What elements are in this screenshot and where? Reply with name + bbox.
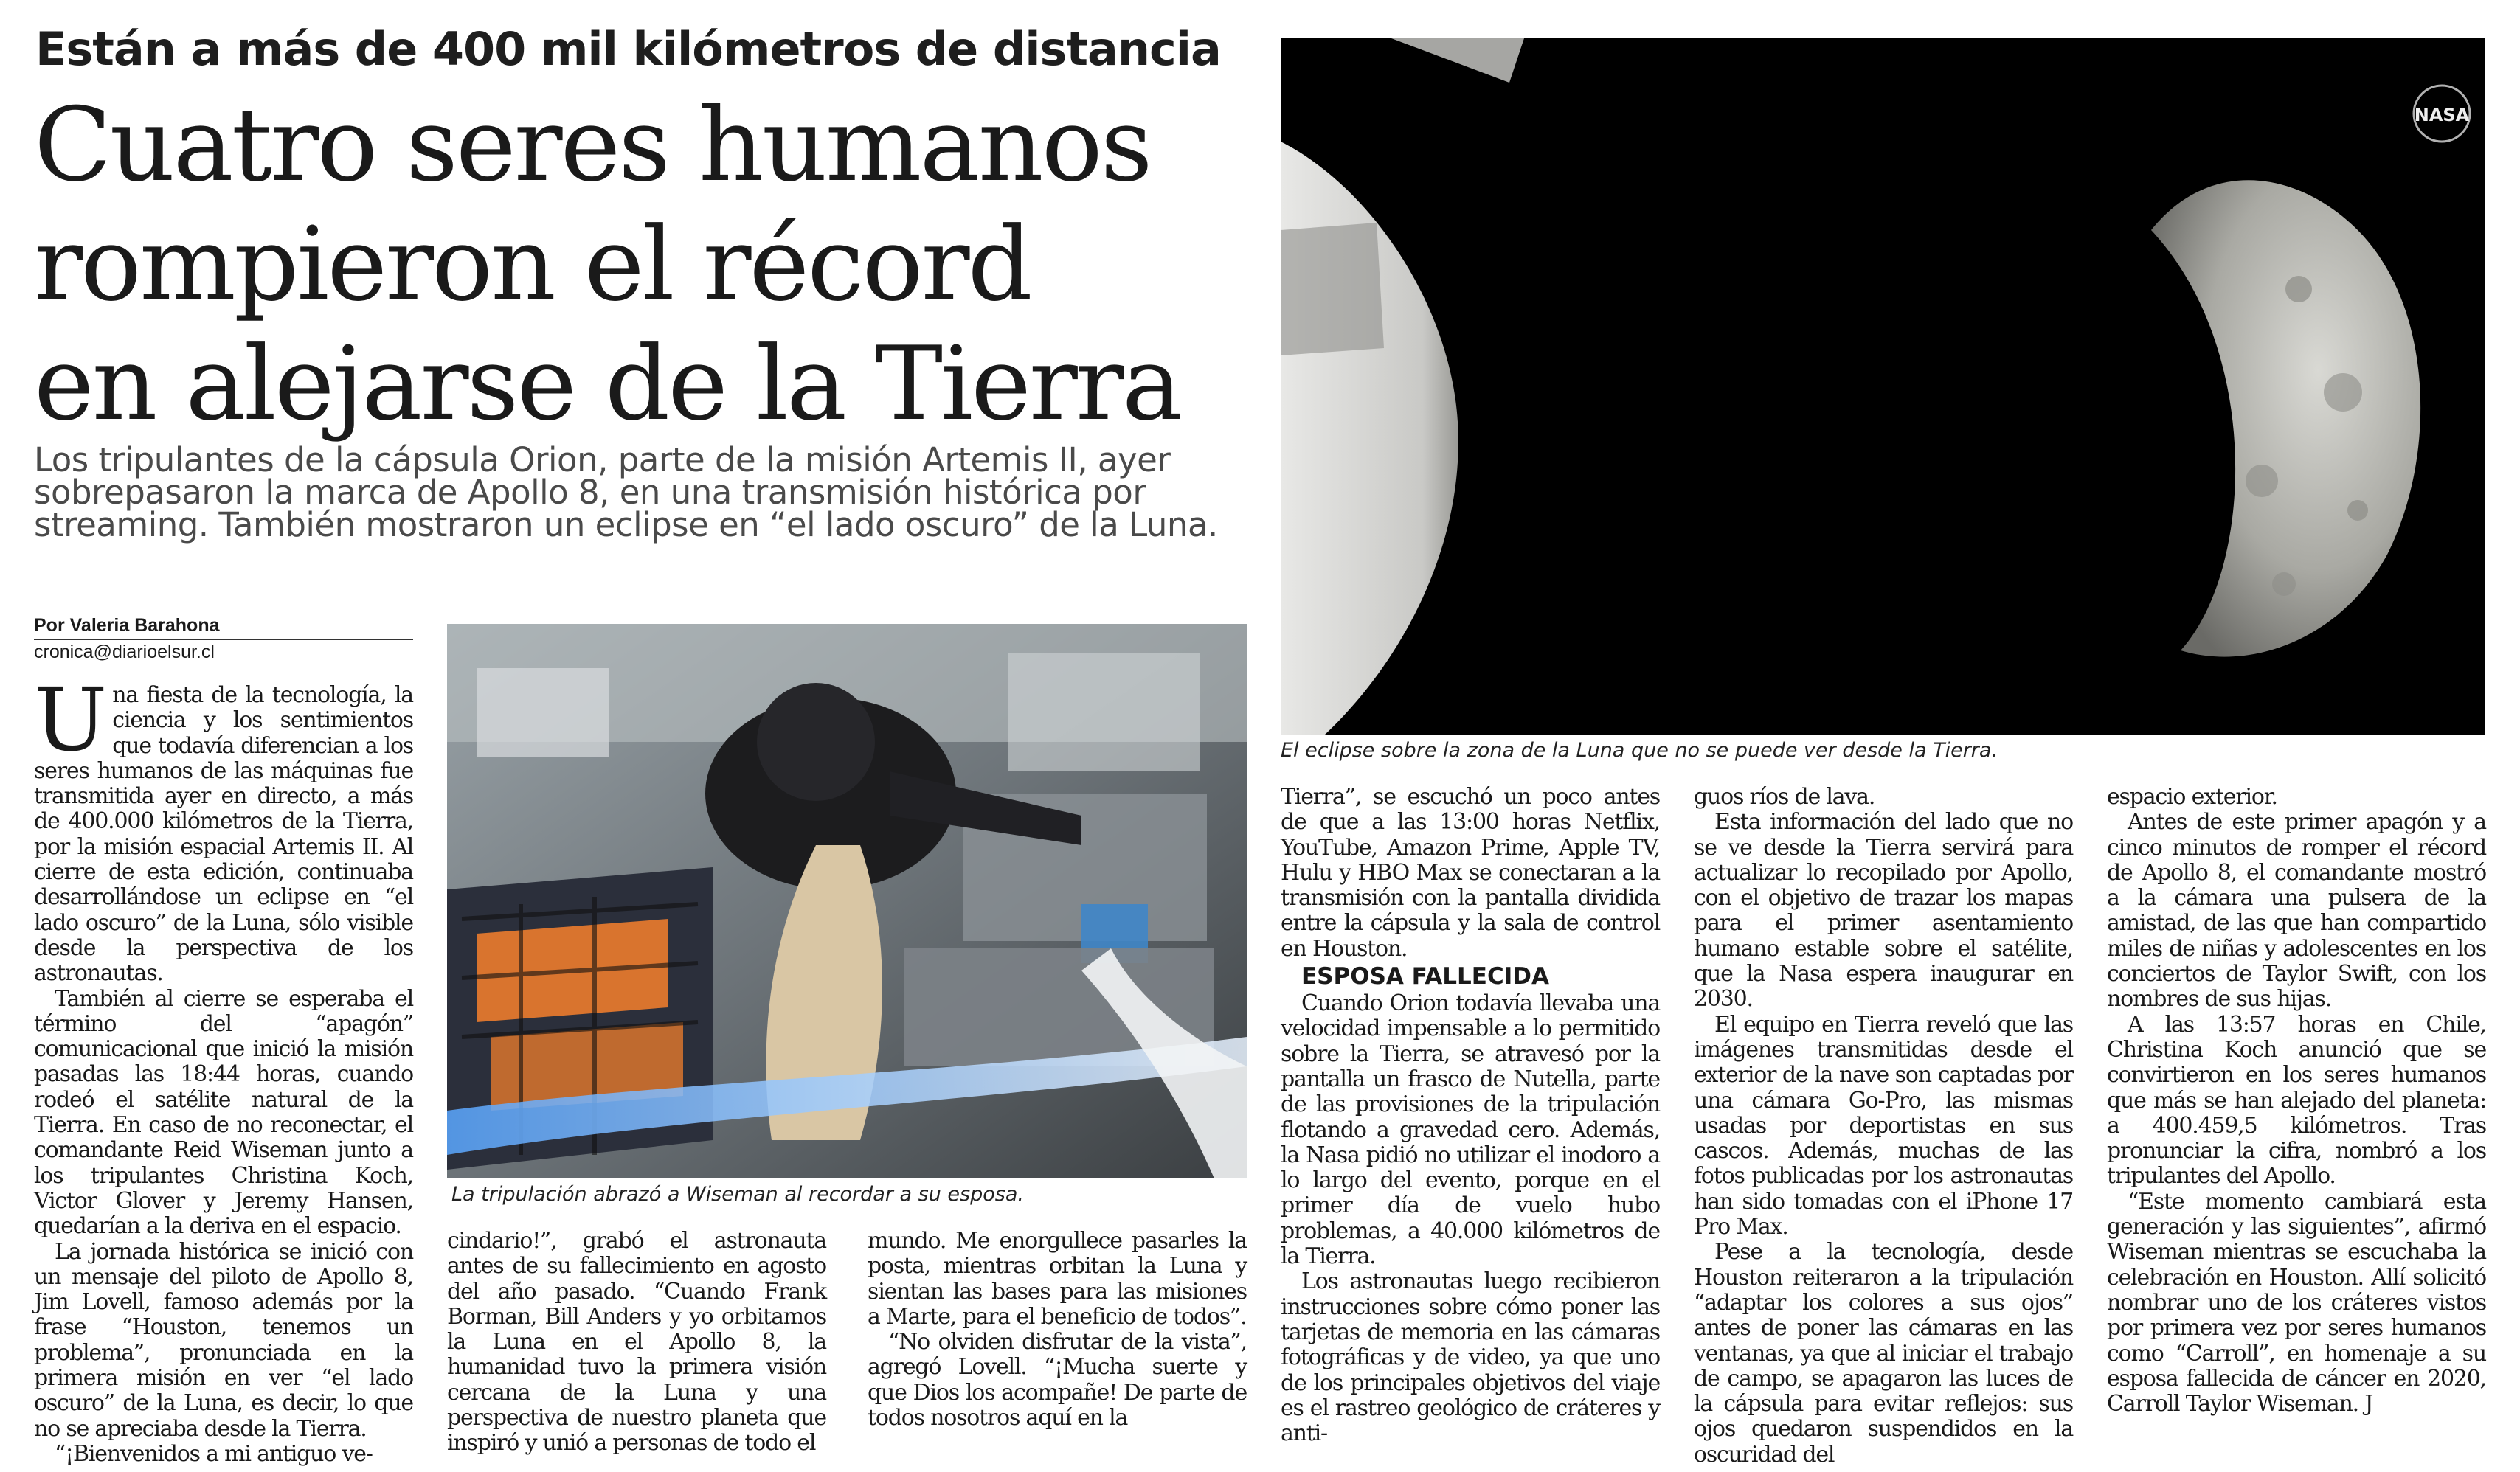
paragraph: “Este momento cambiará esta generación y las siguientes”, afirmó Wiseman mientras se escuchaba la celebración en Houston. Allí solicitó nombrar uno de los cráteres vistos por primera vez por seres humanos como “Carroll”, en homenaje a su esposa fallecida de cáncer en 2020, Carroll Taylor Wiseman. J xyxy=(2107,1188,2486,1417)
caption-crew: La tripulación abrazó a Wiseman al recordar a su esposa. xyxy=(451,1183,1024,1206)
nasa-logo-text: NASA xyxy=(2414,105,2470,125)
drop-cap: U xyxy=(34,669,107,771)
column-6 xyxy=(2107,785,2486,1417)
paragraph: La jornada histórica se inició con un mensaje del piloto de Apollo 8, Jim Lovell, famoso además por la frase “Houston, tenemos un problema”, pronunciada en la primera misión en ver “el lado oscuro” de la Luna, es decir, lo que no se apreciaba desde la Tierra. xyxy=(34,1238,413,1442)
paragraph: “¡Bienvenidos a mi antiguo ve- xyxy=(55,1440,373,1467)
paragraph: mundo. Me enorgullece pasarles la posta, mientras orbitan la Luna y sientan las bases para las misiones a Marte, para el beneficio de todos”. xyxy=(868,1228,1247,1330)
paragraph: “No olviden disfrutar de la vista”, agregó Lovell. “¡Mucha suerte y que Dios los acompañe! De parte de todos nosotros aquí en la xyxy=(868,1329,1247,1431)
column-3 xyxy=(868,1229,1247,1431)
photo-crew-interior xyxy=(447,624,1247,1178)
paragraph: Tierra”, se escuchó un poco antes de que a las 13:00 horas Netflix, YouTube, Amazon Prime, Apple TV, Hulu y HBO Max se conectaran a la transmisión con la pantalla dividida entre la cápsula y la sala de control en Houston. xyxy=(1281,784,1660,962)
moon-eclipse-image xyxy=(1281,38,2485,735)
byline xyxy=(34,614,413,664)
headline-line: Cuatro seres humanos xyxy=(34,86,1151,204)
paragraph: Pese a la tecnología, desde Houston reiteraron a la tripulación “adaptar los colores a sus ojos” antes de poner las cámaras en las ventanas, ya que al iniciar el trabajo de campo, se apagaron las luces de la cápsula para evitar reflejos: sus ojos quedaron suspendidos en la oscuridad del xyxy=(1694,1239,2073,1468)
crew-interior-image xyxy=(447,624,1247,1178)
column-5 xyxy=(1694,785,2073,1468)
kicker: Están a más de 400 mil kilómetros de distancia xyxy=(35,22,1221,76)
caption-moon: El eclipse sobre la zona de la Luna que no se puede ver desde la Tierra. xyxy=(1281,739,1998,762)
headline-line: en alejarse de la Tierra xyxy=(34,324,1181,443)
paragraph: Cuando Orion todavía llevaba una velocidad impensable a lo permitido sobre la Tierra, se atravesó por la pantalla un frasco de Nutella, parte de las provisiones de la tripulación flotando a gravedad cero. Además, la Nasa pidió no utilizar el inodoro a lo largo del evento, porque en el primer día de vuelo hubo problemas, a 40.000 kilómetros de la Tierra. xyxy=(1281,990,1660,1270)
photo-moon-eclipse xyxy=(1281,38,2485,735)
paragraph: El equipo en Tierra reveló que las imágenes transmitidas desde el exterior de la nave son captadas por una cámara Go-Pro, las mismas usadas por deportistas en sus cascos. Además, muchas de las fotos publicadas por los astronautas han sido tomadas con el iPhone 17 Pro Max. xyxy=(1694,1011,2073,1240)
column-1 xyxy=(34,669,413,1467)
paragraph: cindario!”, grabó el astronauta antes de su fallecimiento en agosto del año pasado. “Cuando Frank Borman, Bill Anders y yo orbitamos la Luna en el Apollo 8, la humanidad tuvo la primera visión cercana de la Luna y una perspectiva de nuestro planeta que inspiró y unió a personas de todo el xyxy=(447,1228,826,1457)
subhead: ESPOSA FALLECIDA xyxy=(1301,963,1549,990)
column-4 xyxy=(1281,785,1660,1446)
paragraph: Antes de este primer apagón y a cinco minutos de romper el récord de Apollo 8, el comandante mostró a la cámara una pulsera de la amistad, de las que han compartido miles de niñas y adolescentes en los conciertos de Taylor Swift, con los nombres de sus hijas. xyxy=(2107,809,2486,1013)
byline-author: Por Valeria Barahona xyxy=(34,614,413,640)
byline-email: cronica@diarioelsur.cl xyxy=(34,642,215,662)
headline-line: rompieron el récord xyxy=(34,205,1031,324)
dek: Los tripulantes de la cápsula Orion, parte de la misión Artemis II, ayer sobrepasaron la marca de Apollo 8, en una transmisión histórica por streaming. También mostraron un eclipse en “el lado oscuro” de la Luna. xyxy=(34,440,1218,544)
paragraph: Esta información del lado que no se ve desde la Tierra servirá para actualizar lo recopilado por Apollo, con el objetivo de trazar los mapas para el primer asentamiento humano estable sobre el satélite, que la Nasa espera inaugurar en 2030. xyxy=(1694,809,2073,1013)
paragraph: guos ríos de lava. xyxy=(1694,784,1875,810)
paragraph: Los astronautas luego recibieron instrucciones sobre cómo poner las tarjetas de memoria en las cámaras fotográficas y de video, ya que uno de los principales objetivos del viaje es el rastreo geológico de cráteres y anti- xyxy=(1281,1268,1660,1447)
paragraph: También al cierre se esperaba el término del “apagón” comunicacional que inició la misión pasadas las 18:44 horas, cuando rodeó el satélite natural de la Tierra. En caso de no reconectar, el comandante Reid Wiseman junto a los tripulantes Christina Koch, Victor Glover y Jeremy Hansen, quedarían a la deriva en el espacio. xyxy=(34,985,413,1240)
headline xyxy=(34,86,1244,444)
paragraph: Una fiesta de la tecnología, la ciencia y los sentimientos que todavía diferencian a los seres humanos de las máquinas fue transmitida ayer en directo, a más de 400.000 kilómetros de la Tierra, por la misión espacial Artemis II. Al cierre de esta edición, continuaba desarrollándose un eclipse en “el lado oscuro” de la Luna, sólo visible desde la perspectiva de los astronautas. xyxy=(34,669,413,987)
paragraph: espacio exterior. xyxy=(2107,784,2277,810)
paragraph: A las 13:57 horas en Chile, Christina Koch anunció que se convirtieron en los seres humanos que más se han alejado del planeta: a 400.459,5 kilómetros. Tras pronunciar la cifra, nombró a los tripulantes del Apollo. xyxy=(2107,1011,2486,1190)
column-2 xyxy=(447,1229,826,1457)
end-mark: J xyxy=(2364,1391,2373,1417)
